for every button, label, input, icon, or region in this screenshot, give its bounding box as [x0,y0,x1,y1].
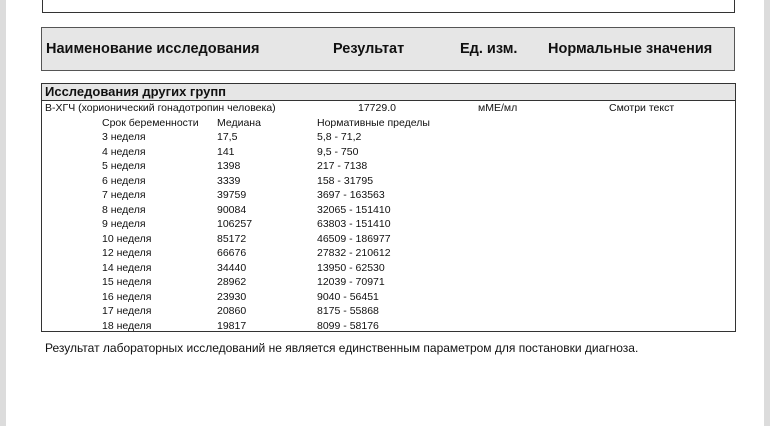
row-norm: 46509 - 186977 [317,232,391,245]
row-norm: 217 - 7138 [317,160,368,172]
row-median: 141 [217,145,235,158]
previous-section-box [42,0,735,13]
reference-row [42,130,735,145]
row-week: 15 неделя [102,276,152,288]
row-week: 12 неделя [102,247,152,259]
row-norm: 63803 - 151410 [317,218,391,230]
results-table [41,83,736,332]
reference-row [42,232,735,247]
row-week: 10 неделя [102,232,152,245]
row-week: 8 неделя [102,203,146,216]
row-median: 39759 [217,189,247,201]
reference-row [42,290,735,305]
row-week: 14 неделя [102,261,152,274]
row-norm: 158 - 31795 [317,174,374,187]
row-norm: 3697 - 163563 [317,189,385,201]
reference-row [42,275,735,290]
row-norm: 32065 - 151410 [317,203,391,216]
document-page [6,0,764,426]
reference-row [42,203,735,218]
row-week: 17 неделя [102,305,152,317]
reference-row [42,159,735,174]
row-median: 90084 [217,203,247,216]
row-median: 85172 [217,232,247,245]
row-week: 9 неделя [102,218,146,230]
row-norm: 9040 - 56451 [317,290,379,303]
row-norm: 5,8 - 71,2 [317,131,362,143]
header-unit: Ед. изм. [460,41,518,57]
row-week: 7 неделя [102,189,146,201]
row-median: 34440 [217,261,247,274]
row-median: 3339 [217,174,241,187]
row-median: 20860 [217,305,247,317]
test-norm: Смотри текст [609,102,675,114]
footer-note: Результат лабораторных исследований не является единственным параметром для постановки диагноза. [45,341,639,355]
row-week: 16 неделя [102,290,152,303]
reference-row [42,261,735,276]
reference-row [42,304,735,319]
subheader-median: Медиана [217,116,261,129]
reference-row [42,188,735,203]
row-median: 17,5 [217,131,238,143]
reference-row [42,246,735,261]
reference-subheader [42,116,735,131]
reference-row [42,145,735,160]
group-title: Исследования других групп [42,84,735,101]
row-median: 106257 [217,218,253,230]
header-result: Результат [333,41,405,57]
row-norm: 8175 - 55868 [317,305,379,317]
reference-row [42,217,735,232]
row-norm: 27832 - 210612 [317,247,391,259]
test-row [42,101,735,116]
row-median: 1398 [217,160,241,172]
row-week: 18 неделя [102,319,152,332]
row-median: 19817 [217,319,247,332]
row-median: 28962 [217,276,247,288]
row-week: 5 неделя [102,160,146,172]
reference-row [42,174,735,189]
subheader-norm: Нормативные пределы [317,116,430,129]
test-result: 17729.0 [358,102,396,114]
reference-rows [42,130,735,333]
test-name: В-ХГЧ (хорионический гонадотропин человека) [45,102,276,114]
test-unit: мМЕ/мл [478,102,518,114]
table-header [41,27,735,71]
header-test-name: Наименование исследования [46,41,260,57]
header-normal-values: Нормальные значения [548,41,713,57]
row-median: 23930 [217,290,247,303]
row-norm: 13950 - 62530 [317,261,385,274]
row-week: 3 неделя [102,131,146,143]
row-norm: 8099 - 58176 [317,319,379,332]
row-week: 4 неделя [102,145,146,158]
row-week: 6 неделя [102,174,146,187]
row-median: 66676 [217,247,247,259]
reference-row [42,319,735,334]
row-norm: 12039 - 70971 [317,276,385,288]
row-norm: 9,5 - 750 [317,145,359,158]
subheader-week: Срок беременности [102,116,199,129]
